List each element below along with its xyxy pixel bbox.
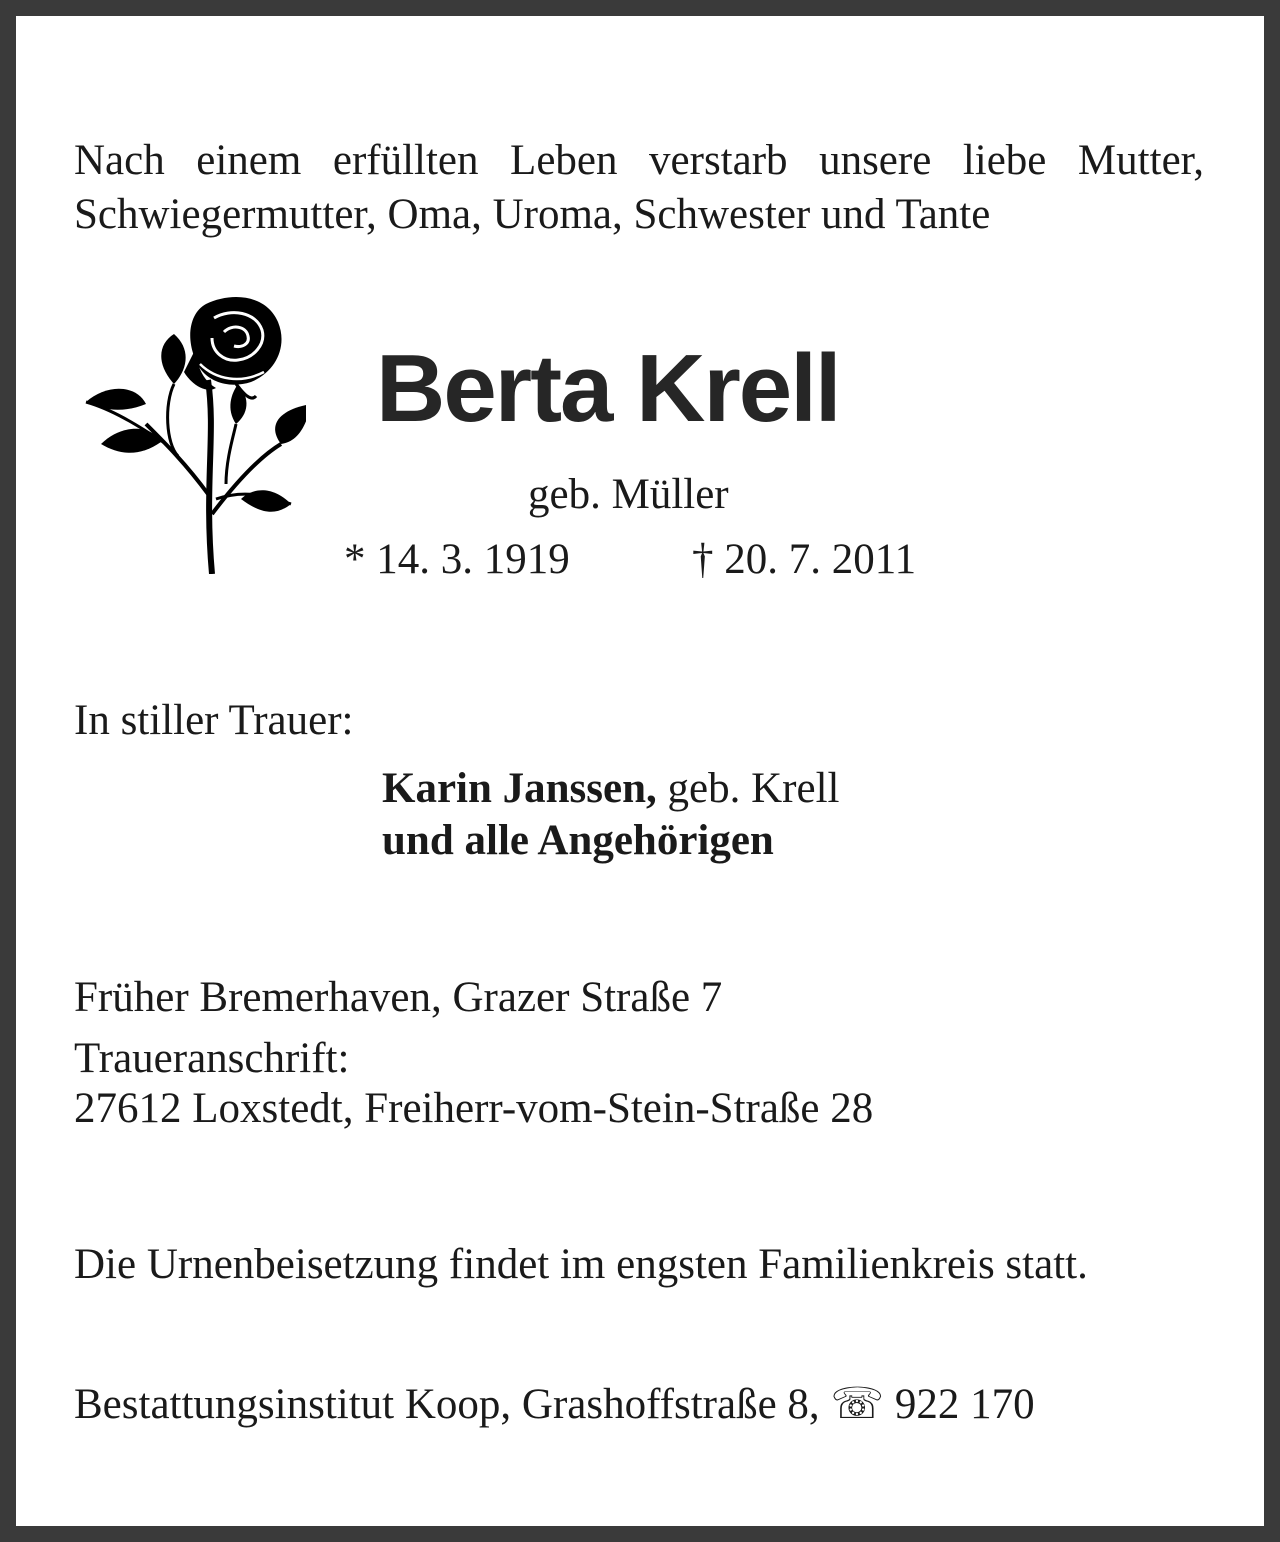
former-address: Früher Bremerhaven, Grazer Straße 7 <box>74 974 723 1021</box>
intro-line-2: Schwiegermutter, Oma, Uroma, Schwester und Tante <box>74 191 991 238</box>
maiden-name: geb. Müller <box>528 471 729 518</box>
intro-text <box>74 134 1204 242</box>
deceased-name: Berta Krell <box>376 335 840 442</box>
family-name-rest: geb. Krell <box>656 765 840 812</box>
mourning-label: In stiller Trauer: <box>74 697 354 744</box>
family-line-1 <box>382 762 839 816</box>
death-date: † 20. 7. 2011 <box>692 536 917 583</box>
undertaker-info: Bestattungsinstitut Koop, Grashoffstraße 8, ☏ 922 170 <box>74 1381 1035 1428</box>
mourning-address: 27612 Loxstedt, Freiherr-vom-Stein-Straße 28 <box>74 1085 874 1132</box>
intro-line-1: Nach einem erfüllten Leben verstarb unsere liebe Mutter, <box>74 137 1204 184</box>
mourning-address-label: Traueranschrift: <box>74 1035 350 1082</box>
obituary-content <box>16 16 1264 1526</box>
family-line-2: und alle Angehörigen <box>382 817 774 864</box>
rose-icon <box>66 284 306 574</box>
birth-date: * 14. 3. 1919 <box>344 536 570 583</box>
urn-notice: Die Urnenbeisetzung findet im engsten Familienkreis statt. <box>74 1241 1088 1288</box>
family-name-bold: Karin Janssen, <box>382 765 657 812</box>
